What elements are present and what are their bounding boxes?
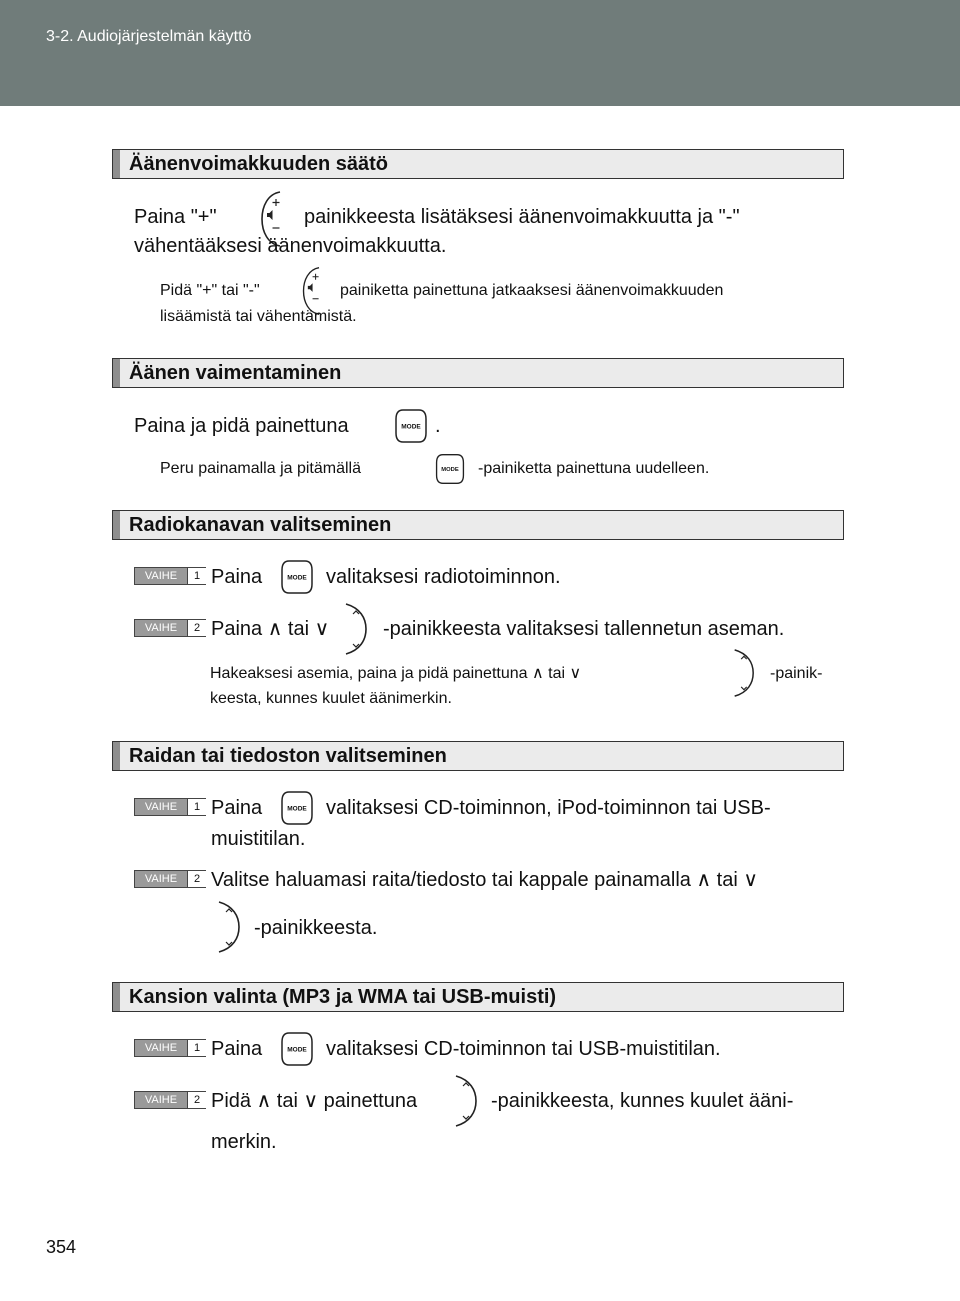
- section-title: Radiokanavan valitseminen: [129, 514, 392, 536]
- section-heading-folder: [112, 982, 844, 1012]
- radio-step2-part-2: -painikkeesta valitaksesi tallennetun aseman.: [383, 618, 785, 640]
- section-heading-track: [112, 741, 844, 771]
- folder-step2-line-2: merkin.: [211, 1131, 277, 1153]
- radio-note-part-1: Hakeaksesi asemia, paina ja pidä painettuna ∧ tai ∨: [210, 665, 582, 682]
- volume-text-line-2: vähentääksesi äänenvoimakkuutta.: [134, 235, 447, 257]
- volume-note-line-2: lisäämistä tai vähentämistä.: [160, 308, 357, 325]
- track-step2-line-2: -painikkeesta.: [254, 917, 378, 939]
- up-down-seek-icon: [213, 900, 243, 954]
- mode-button-icon: [280, 789, 314, 827]
- page-number: 354: [46, 1237, 77, 1257]
- volume-note-part-1: Pidä "+" tai "-": [160, 282, 260, 299]
- step-badge: [134, 1039, 206, 1057]
- volume-note-part-2: painiketta painettuna jatkaaksesi äänenvoimakkuuden: [340, 282, 724, 299]
- mute-note-part-2: -painiketta painettuna uudelleen.: [478, 460, 710, 477]
- step-label: VAIHE: [135, 799, 187, 815]
- step-badge: [134, 1091, 206, 1109]
- folder-step2-part-1: Pidä ∧ tai ∨ painettuna: [211, 1090, 418, 1112]
- step-label: VAIHE: [135, 620, 187, 636]
- step-label: VAIHE: [135, 871, 187, 887]
- step-label: VAIHE: [135, 1092, 187, 1108]
- up-down-seek-icon: [728, 648, 758, 698]
- radio-step1-part-2: valitaksesi radiotoiminnon.: [326, 566, 561, 588]
- step-label: VAIHE: [135, 568, 187, 584]
- step-number: 1: [187, 568, 206, 584]
- up-down-seek-icon: [340, 602, 370, 656]
- header-bar: [0, 0, 960, 106]
- step-number: 2: [187, 871, 206, 887]
- track-step2-text: Valitse haluamasi raita/tiedosto tai kappale painamalla ∧ tai ∨: [211, 869, 758, 891]
- track-step1-line-2: muistitilan.: [211, 828, 306, 850]
- up-down-seek-icon: [450, 1074, 480, 1128]
- folder-step2-part-2: -painikkeesta, kunnes kuulet ääni-: [491, 1090, 794, 1112]
- track-step1-part-1: Paina: [211, 797, 263, 819]
- step-badge: [134, 619, 206, 637]
- section-title: Äänenvoimakkuuden säätö: [129, 153, 388, 175]
- section-title: Raidan tai tiedoston valitseminen: [129, 745, 447, 767]
- section-heading-volume: [112, 149, 844, 179]
- step-badge: [134, 798, 206, 816]
- radio-note-line-2: keesta, kunnes kuulet äänimerkin.: [210, 690, 452, 707]
- section-title: Äänen vaimentaminen: [129, 362, 342, 384]
- folder-step1-part-2: valitaksesi CD-toiminnon tai USB-muistitilan.: [326, 1038, 721, 1060]
- mode-button-icon: [280, 558, 314, 596]
- mute-text-part-2: .: [435, 415, 441, 437]
- step-badge: [134, 870, 206, 888]
- volume-text-part-1: Paina "+": [134, 206, 217, 228]
- radio-step2-part-1: Paina ∧ tai ∨: [211, 618, 330, 640]
- step-number: 2: [187, 620, 206, 636]
- folder-step1-part-1: Paina: [211, 1038, 263, 1060]
- step-badge: [134, 567, 206, 585]
- mode-button-icon: [280, 1030, 314, 1068]
- mode-button-icon: [394, 407, 428, 445]
- radio-step1-part-1: Paina: [211, 566, 263, 588]
- step-label: VAIHE: [135, 1040, 187, 1056]
- mute-note-part-1: Peru painamalla ja pitämällä: [160, 460, 361, 477]
- track-step1-part-2: valitaksesi CD-toiminnon, iPod-toiminnon tai USB-: [326, 797, 771, 819]
- section-title: Kansion valinta (MP3 ja WMA tai USB-muisti): [129, 986, 557, 1008]
- section-heading-mute: [112, 358, 844, 388]
- section-heading-radio: [112, 510, 844, 540]
- step-number: 1: [187, 799, 206, 815]
- step-number: 1: [187, 1040, 206, 1056]
- mode-button-icon: [434, 452, 466, 486]
- radio-note-part-2: -painik-: [770, 665, 823, 682]
- breadcrumb: 3-2. Audiojärjestelmän käyttö: [46, 28, 252, 45]
- volume-text-part-2: painikkeesta lisätäksesi äänenvoimakkuutta ja "-": [304, 206, 740, 228]
- mute-text-part-1: Paina ja pidä painettuna: [134, 415, 349, 437]
- step-number: 2: [187, 1092, 206, 1108]
